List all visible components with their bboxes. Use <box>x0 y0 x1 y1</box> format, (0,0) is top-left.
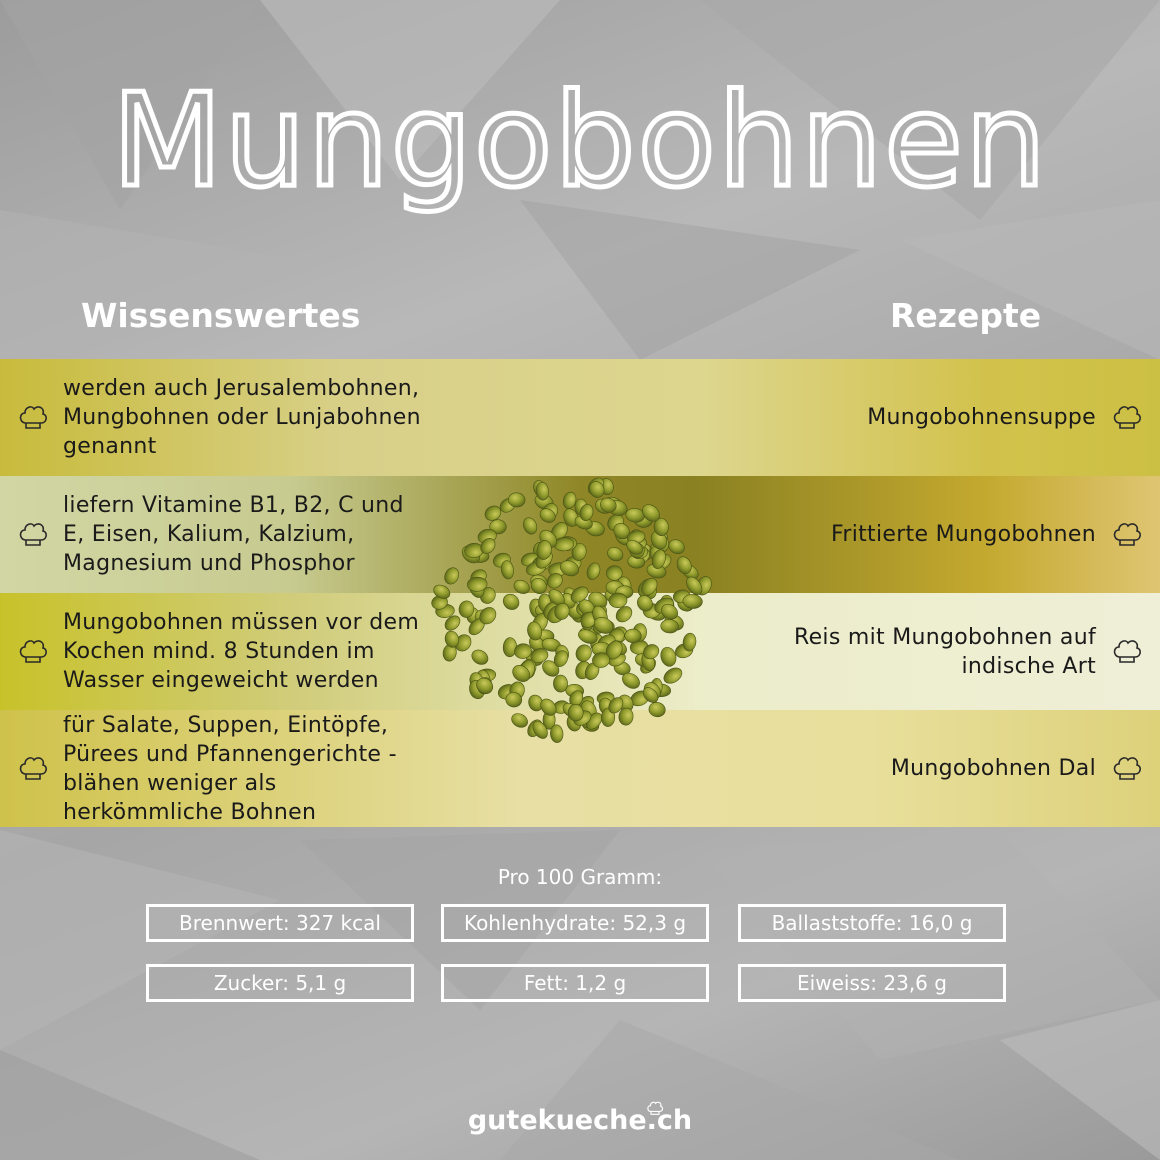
chef-hat-icon <box>1112 403 1142 431</box>
info-row-2 <box>0 476 1160 593</box>
nutrition-fett: Fett: 1,2 g <box>441 964 709 1002</box>
nutrition-kohlenhydrate: Kohlenhydrate: 52,3 g <box>441 904 709 942</box>
chef-hat-icon <box>646 1100 664 1116</box>
heading-rezepte: Rezepte <box>890 296 1042 335</box>
info-row-1 <box>0 359 1160 476</box>
fact-text: werden auch Jerusalembohnen, Mungbohnen oder Lunjabohnen genannt <box>63 376 421 459</box>
info-row-3 <box>0 593 1160 710</box>
nutrition-ballaststoffe: Ballaststoffe: 16,0 g <box>738 904 1006 942</box>
fact-text: Mungobohnen müssen vor dem Kochen mind. 8 Stunden im Wasser eingeweicht werden <box>63 610 420 693</box>
nutrition-heading: Pro 100 Gramm: <box>497 865 663 889</box>
chef-hat-icon <box>1112 520 1142 548</box>
recipe-link[interactable]: Mungobohnensuppe <box>867 405 1096 430</box>
page-title: Mungobohnen <box>112 67 1048 216</box>
chef-hat-icon <box>1112 637 1142 665</box>
nutrition-zucker: Zucker: 5,1 g <box>146 964 414 1002</box>
chef-hat-icon <box>18 637 48 665</box>
fact-text: liefern Vitamine B1, B2, C und E, Eisen, Kalium, Kalzium, Magnesium und Phosphor <box>63 493 404 576</box>
chef-hat-icon <box>18 520 48 548</box>
recipe-link[interactable]: Mungobohnen Dal <box>890 756 1096 781</box>
recipe-link[interactable]: Reis mit Mungobohnen auf indische Art <box>793 624 1096 679</box>
heading-wissenswertes: Wissenswertes <box>81 296 361 335</box>
recipe-link[interactable]: Frittierte Mungobohnen <box>831 522 1096 547</box>
nutrition-eiweiss: Eiweiss: 23,6 g <box>738 964 1006 1002</box>
info-row-4 <box>0 710 1160 827</box>
footer-brand[interactable]: gutekueche.ch <box>467 1105 693 1136</box>
chef-hat-icon <box>18 403 48 431</box>
nutrition-brennwert: Brennwert: 327 kcal <box>146 904 414 942</box>
fact-text: für Salate, Suppen, Eintöpfe, Pürees und Pfannengerichte - blähen weniger als herkömmliche Bohnen <box>63 712 397 825</box>
chef-hat-icon <box>1112 754 1142 782</box>
chef-hat-icon <box>18 754 48 782</box>
